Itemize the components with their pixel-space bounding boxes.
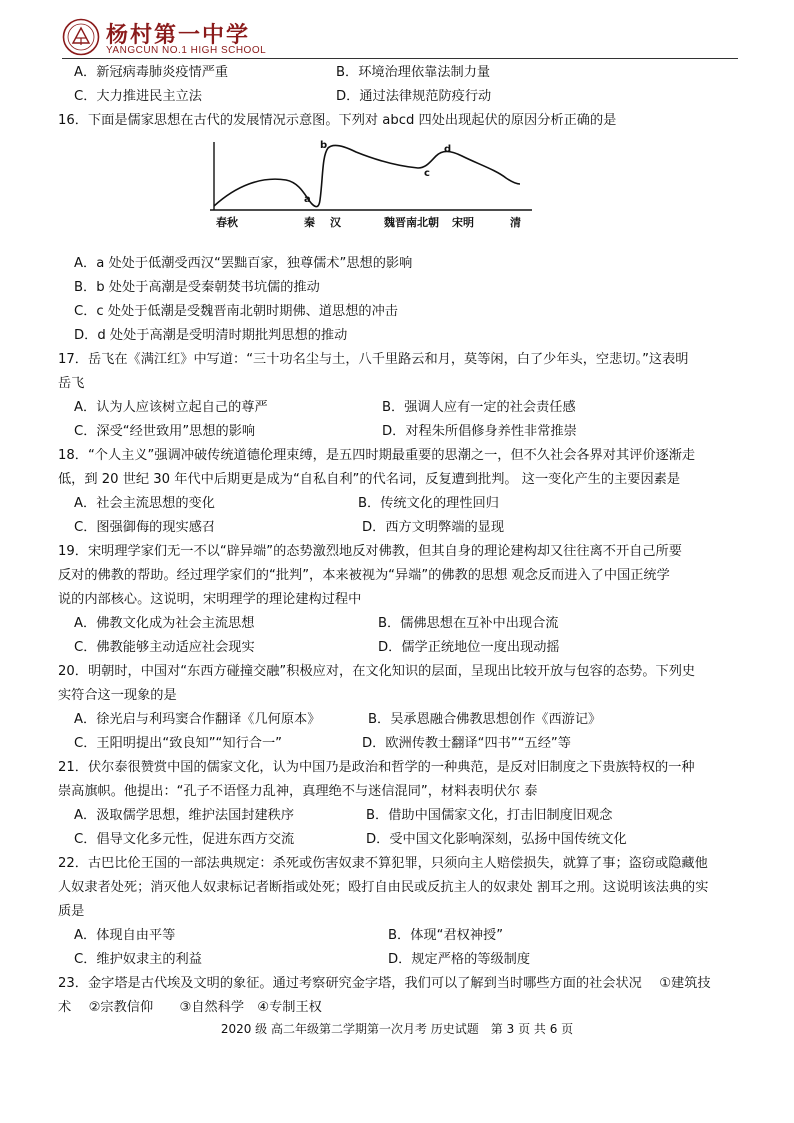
q20-stem-line1: 20．明朝时，中国对“东西方碰撞交融”积极应对，在文化知识的层面，呈现出比较开放与包容的态势。下列史 [58, 664, 696, 679]
q22-option-a: A．体现自由平等 [74, 928, 176, 943]
chart-category-label: 宋明 [452, 216, 474, 229]
q21-option-d: D．受中国文化影响深刻，弘扬中国传统文化 [366, 832, 627, 847]
school-name-cn: 杨村第一中学 [106, 22, 251, 48]
q20-option-c: C．王阳明提出“致良知”“知行合一” [74, 736, 282, 751]
q17-stem-line1: 17．岳飞在《满江红》中写道：“三十功名尘与土，八千里路云和月，莫等闲，白了少年头，空悲切。”这表明 [58, 352, 689, 367]
q17-stem-line2: 岳飞 [58, 376, 85, 391]
q20-option-d: D．欧洲传教士翻译“四书”“五经”等 [362, 736, 571, 751]
confucianism-development-chart [206, 138, 536, 240]
q15-option-d: D．通过法律规范防疫行动 [336, 89, 492, 104]
q18-stem-line1: 18．“个人主义”强调冲破传统道德伦理束缚，是五四时期最重要的思潮之一，但不久社会各界对其评价逐渐走 [58, 448, 696, 463]
q20-option-b: B．吴承恩融合佛教思想创作《西游记》 [368, 712, 602, 727]
q23-stem-line1: 23．金字塔是古代埃及文明的象征。通过考察研究金字塔，我们可以了解到当时哪些方面的社会状况 ①建筑技 [58, 976, 711, 991]
q22-stem-line2: 人奴隶者处死；消灭他人奴隶标记者断指或处死；殴打自由民或反抗主人的奴隶处 割耳之刑。这说明该法典的实 [58, 880, 709, 895]
q18-option-b: B．传统文化的理性回归 [358, 496, 499, 511]
q19-option-a: A．佛教文化成为社会主流思想 [74, 616, 255, 631]
q18-stem-line2: 低，到 20 世纪 30 年代中后期更是成为“自私自利”的代名词，反复遭到批判。 这一变化产生的主要因素是 [58, 472, 681, 487]
q20-stem-line2: 实符合这一现象的是 [58, 688, 177, 703]
q17-option-a: A．认为人应该树立起自己的尊严 [74, 400, 268, 415]
q16-stem: 16．下面是儒家思想在古代的发展情况示意图。下列对 abcd 四处出现起伏的原因分析正确的是 [58, 113, 617, 128]
q15-option-c: C．大力推进民主立法 [74, 89, 202, 104]
q18-option-c: C．图强御侮的现实感召 [74, 520, 216, 535]
chart-point-label-c: c [424, 168, 430, 179]
q22-option-b: B．体现“君权神授” [388, 928, 504, 943]
q17-option-d: D．对程朱所倡修身养性非常推崇 [382, 424, 577, 439]
q22-option-c: C．维护奴隶主的利益 [74, 952, 202, 967]
q15-option-a: A．新冠病毒肺炎疫情严重 [74, 65, 229, 80]
page-header [62, 18, 738, 58]
q21-stem-line2: 崇高旗帜。他提出：“孔子不语怪力乱神，真理绝不与迷信混同”，材料表明伏尔 泰 [58, 784, 538, 799]
q16-option-d: D．d 处处于高潮是受明清时期批判思想的推动 [74, 328, 348, 343]
q18-option-d: D．西方文明弊端的显现 [362, 520, 505, 535]
header-divider [62, 58, 738, 59]
chart-category-label: 汉 [330, 216, 341, 229]
q19-option-b: B．儒佛思想在互补中出现合流 [378, 616, 559, 631]
q19-option-d: D．儒学正统地位一度出现动摇 [378, 640, 560, 655]
chart-point-label-d: d [444, 144, 452, 155]
q22-stem-line1: 22．古巴比伦王国的一部法典规定：杀死或伤害奴隶不算犯罪，只须向主人赔偿损失，就算了事；盗窃或隐藏他 [58, 856, 708, 871]
page-footer: 2020 级 高二年级第二学期第一次月考 历史试题 第 3 页 共 6 页 [220, 1022, 574, 1036]
chart-point-label-a: a [304, 194, 311, 205]
q18-option-a: A．社会主流思想的变化 [74, 496, 215, 511]
school-name-en: YANGCUN NO.1 HIGH SCHOOL [106, 45, 267, 56]
chart-category-label: 春秋 [216, 216, 238, 229]
q16-option-a: A．a 处处于低潮受西汉“罢黜百家，独尊儒术”思想的影响 [74, 256, 413, 271]
q22-option-d: D．规定严格的等级制度 [388, 952, 531, 967]
q21-option-c: C．倡导文化多元性，促进东西方交流 [74, 832, 295, 847]
q21-stem-line1: 21．伏尔泰很赞赏中国的儒家文化，认为中国乃是政治和哲学的一种典范，是反对旧制度之下贵族特权的一种 [58, 760, 695, 775]
chart-trend-curve [214, 145, 520, 206]
chart-point-label-b: b [320, 140, 328, 151]
q20-option-a: A．徐光启与利玛窦合作翻译《几何原本》 [74, 712, 321, 727]
q15-option-b: B．环境治理依靠法制力量 [336, 65, 491, 80]
q19-stem-line3: 说的内部核心。这说明，宋明理学的理论建构过程中 [58, 592, 362, 607]
q19-option-c: C．佛教能够主动适应社会现实 [74, 640, 255, 655]
q19-stem-line1: 19．宋明理学家们无一不以“辟异端”的态势激烈地反对佛教，但其自身的理论建构却又往往离不开自己所要 [58, 544, 682, 559]
chart-category-label: 魏晋南北朝 [384, 216, 439, 229]
q23-stem-line2: 术 ②宗教信仰 ③自然科学 ④专制王权 [58, 1000, 322, 1015]
q17-option-c: C．深受“经世致用”思想的影响 [74, 424, 256, 439]
q19-stem-line2: 反对的佛教的帮助。经过理学家们的“批判”，本来被视为“异端”的佛教的思想 观念反而进入了中国正统学 [58, 568, 670, 583]
school-logo-icon [62, 18, 100, 56]
chart-category-label: 秦 [304, 216, 315, 229]
q16-option-c: C．c 处处于低潮是受魏晋南北朝时期佛、道思想的冲击 [74, 304, 398, 319]
q21-option-b: B．借助中国儒家文化，打击旧制度旧观念 [366, 808, 613, 823]
chart-category-label: 清 [510, 216, 521, 229]
q17-option-b: B．强调人应有一定的社会责任感 [382, 400, 576, 415]
q22-stem-line3: 质是 [58, 904, 85, 919]
q16-option-b: B．b 处处于高潮是受秦朝焚书坑儒的推动 [74, 280, 320, 295]
q21-option-a: A．汲取儒学思想，维护法国封建秩序 [74, 808, 295, 823]
